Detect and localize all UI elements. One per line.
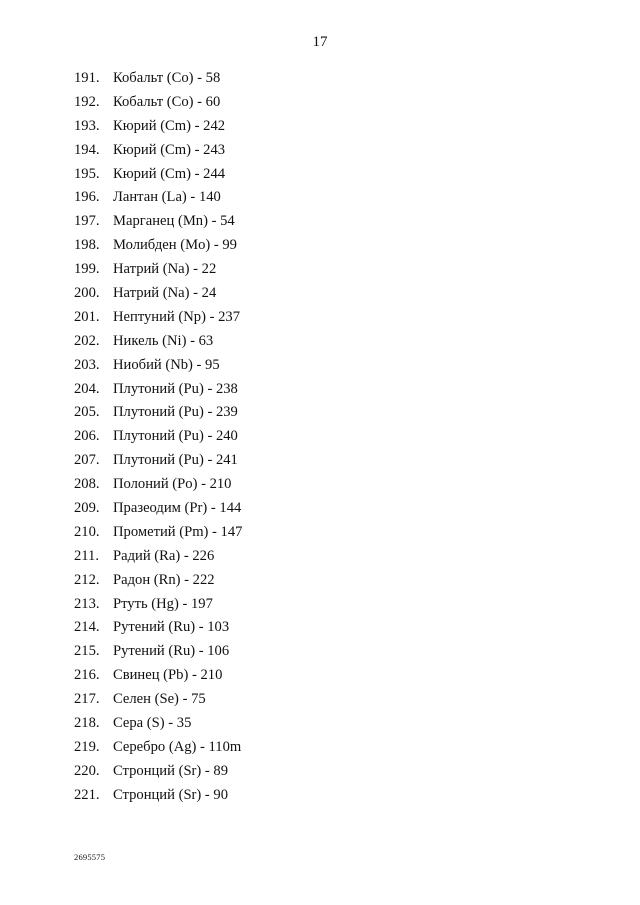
list-item-text: Плутоний (Pu) - 238 [113,380,238,397]
list-item-number: 191. [74,70,100,86]
list-item-text: Полоний (Po) - 210 [113,476,232,493]
list-item-number: 205. [74,404,100,421]
list-item-number: 192. [74,93,100,110]
list-item-text: Рутений (Ru) - 106 [113,643,230,660]
list-item-text: Плутоний (Pu) - 240 [113,428,238,445]
list-item-text: Свинец (Pb) - 210 [113,667,223,684]
list-item-text: Нептуний (Np) - 237 [113,308,240,325]
list-item-text: Рутений (Ru) - 103 [113,619,230,636]
list-item-number: 214. [74,619,100,636]
list-item-text: Кюрий (Cm) - 244 [113,165,226,182]
list-item-number: 218. [74,715,100,732]
list-item-text: Натрий (Na) - 22 [113,261,217,278]
list-item-number: 196. [74,189,100,206]
list-item-number: 201. [74,308,100,325]
list-item-text: Радон (Rn) - 222 [113,571,215,588]
list-item-text: Кюрий (Cm) - 243 [113,141,226,158]
list-item-number: 220. [74,762,100,779]
list-item-number: 209. [74,500,100,517]
list-item-number: 200. [74,285,100,302]
list-item-number: 193. [74,117,100,134]
list-item-text: Прометий (Pm) - 147 [113,523,243,540]
list-item-text: Радий (Ra) - 226 [113,547,215,564]
list-item-text: Никель (Ni) - 63 [113,332,214,349]
list-item-number: 210. [74,523,100,540]
list-item-number: 207. [74,452,100,469]
list-item-text: Плутоний (Pu) - 239 [113,404,238,421]
list-item-number: 194. [74,141,100,158]
list-item-text: Стронций (Sr) - 90 [113,786,229,803]
list-item-text: Кобальт (Co) - 58 [113,70,221,86]
list-item-text: Лантан (La) - 140 [113,189,221,206]
list-item-text: Кобальт (Co) - 60 [113,93,221,110]
list-item-number: 211. [74,547,99,564]
list-item-text: Сера (S) - 35 [113,715,192,732]
list-item-number: 219. [74,738,100,755]
list-item-text: Кюрий (Cm) - 242 [113,117,226,134]
list-item-number: 195. [74,165,100,182]
list-item-text: Молибден (Mo) - 99 [113,237,237,254]
list-item-text: Селен (Se) - 75 [113,691,206,708]
list-item-number: 197. [74,213,100,230]
list-item-number: 198. [74,237,100,254]
list-item-text: Марганец (Mn) - 54 [113,213,235,230]
list-item-text: Серебро (Ag) - 110m [113,738,242,755]
list-item-number: 199. [74,261,100,278]
list-item-number: 221. [74,786,100,803]
list-item-text: Плутоний (Pu) - 241 [113,452,238,469]
list-item-number: 212. [74,571,100,588]
page-number: 17 [312,34,328,50]
list-item-text: Ниобий (Nb) - 95 [113,356,220,373]
document-id: 2695575 [74,852,106,862]
list-item-number: 217. [74,691,100,708]
list-item-number: 206. [74,428,100,445]
list-item-number: 215. [74,643,100,660]
list-item-text: Стронций (Sr) - 89 [113,762,229,779]
list-item-number: 202. [74,332,100,349]
list-item-number: 208. [74,476,100,493]
list-item-number: 216. [74,667,100,684]
list-item-text: Ртуть (Hg) - 197 [113,595,213,612]
list-item-number: 203. [74,356,100,373]
list-item-text: Натрий (Na) - 24 [113,285,217,302]
list-item-number: 204. [74,380,100,397]
list-item-number: 213. [74,595,100,612]
list-item-text: Празеодим (Pr) - 144 [113,500,242,517]
